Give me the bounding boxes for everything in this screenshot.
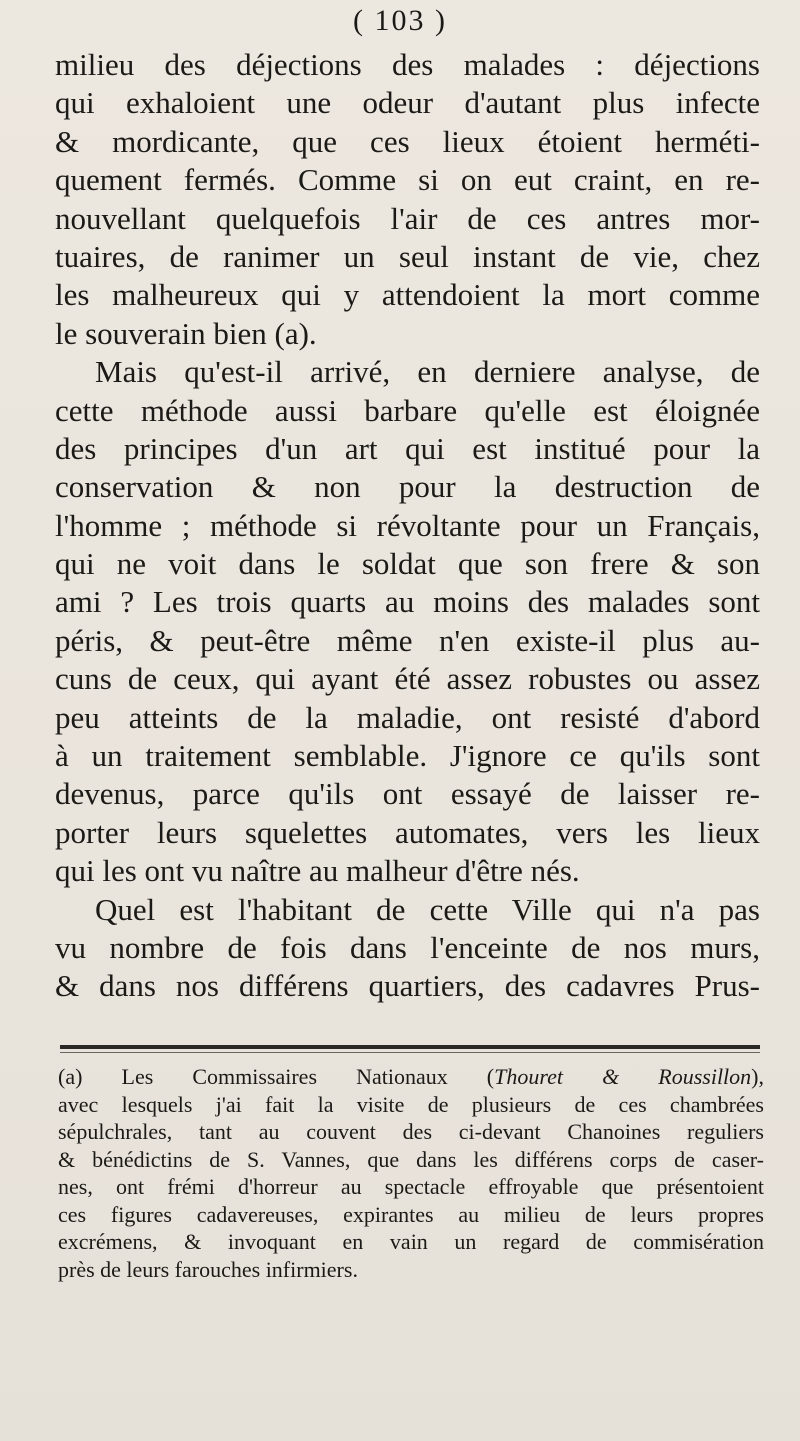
footnote-marker: (a)	[58, 1064, 83, 1089]
text-line: le souverain bien (a).	[55, 315, 317, 351]
footnote-line: excrémens, & invoquant en vain un regard de commisération	[58, 1229, 764, 1254]
text-line: & dans nos différens quartiers, des cadavres Prus-	[55, 968, 760, 1004]
text-line: & mordicante, que ces lieux étoient herméti-	[55, 123, 760, 159]
text-line: cette méthode aussi barbare qu'elle est éloignée	[55, 392, 760, 428]
footnote	[58, 1063, 764, 1283]
text-line: péris, & peut-être même n'en existe-il plus au-	[55, 622, 760, 658]
page-number: ( 103 )	[353, 4, 447, 37]
footnote-line: sépulchrales, tant au couvent des ci-devant Chanoines reguliers	[58, 1119, 764, 1144]
footnote-line: ces figures cadavereuses, expirantes au milieu de leurs propres	[58, 1201, 764, 1227]
text-line: conservation & non pour la destruction de	[55, 469, 760, 505]
text-line: des principes d'un art qui est institué pour la	[55, 430, 760, 466]
text-line: ami ? Les trois quarts au moins des malades sont	[55, 584, 760, 620]
text-line: Quel est l'habitant de cette Ville qui n'a pas	[95, 891, 760, 927]
text-line: peu atteints de la maladie, ont resisté d'abord	[55, 699, 760, 735]
text-line: les malheureux qui y attendoient la mort comme	[55, 277, 760, 313]
text-line: quement fermés. Comme si on eut craint, en re-	[55, 162, 760, 198]
text-line: l'homme ; méthode si révoltante pour un Français,	[55, 507, 760, 543]
footnote-divider-thin	[60, 1052, 760, 1053]
text-line: milieu des déjections des malades : déjections	[55, 47, 760, 82]
text-line: devenus, parce qu'ils ont essayé de laisser re-	[55, 776, 760, 812]
footnote-line: & bénédictins de S. Vannes, que dans les différens corps de caser-	[58, 1146, 764, 1172]
text-line: vu nombre de fois dans l'enceinte de nos murs,	[55, 929, 760, 965]
text-line: Mais qu'est-il arrivé, en derniere analyse, de	[95, 354, 760, 390]
footnote-after-names: ),	[751, 1064, 764, 1089]
footnote-line: près de leurs farouches infirmiers.	[58, 1256, 358, 1282]
footnote-first-line	[58, 1063, 764, 1091]
footnote-line: nes, ont frémi d'horreur au spectacle effroyable que présentoient	[58, 1174, 764, 1199]
text-line: porter leurs squelettes automates, vers les lieux	[55, 814, 760, 850]
footnote-line: avec lesquels j'ai fait la visite de plusieurs de ces chambrées	[58, 1091, 764, 1117]
text-line: qui exhaloient une odeur d'autant plus infecte	[55, 85, 760, 121]
text-line: tuaires, de ranimer un seul instant de vie, chez	[55, 238, 760, 274]
footnote-divider	[60, 1045, 760, 1049]
text-line: qui les ont vu naître au malheur d'être nés.	[55, 853, 580, 889]
body-text	[55, 46, 760, 1006]
footnote-lead: Les Commissaires Nationaux (	[121, 1064, 495, 1089]
text-line: à un traitement semblable. J'ignore ce qu'ils sont	[55, 738, 760, 774]
text-line: nouvellant quelquefois l'air de ces antres mor-	[55, 200, 760, 236]
footnote-names: Thouret & Roussillon	[494, 1064, 752, 1089]
text-line: cuns de ceux, qui ayant été assez robustes ou assez	[55, 661, 760, 697]
text-line: qui ne voit dans le soldat que son frere & son	[55, 546, 760, 582]
